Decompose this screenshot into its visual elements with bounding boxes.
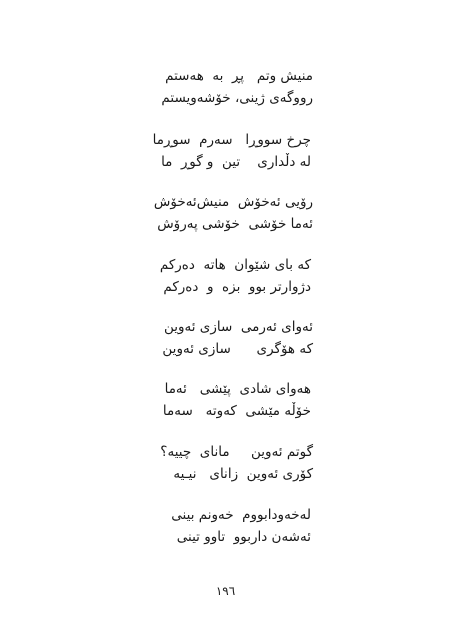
verse-line: خۆڵە مێشی کەوتە سەما <box>162 403 311 419</box>
verse-line: لە دڵداری تین و گوڕ ما <box>161 154 311 170</box>
verse-line: کە بای شێوان هاتە دەرکم <box>159 257 311 273</box>
verse-line: لەخەودابووم خەونم بینی <box>171 507 311 523</box>
verse-line: ئەما خۆشی خۆشی پەرۆش <box>157 216 313 232</box>
page-number: ١٩٦ <box>215 584 236 598</box>
verse-line: کە هۆگری سازی ئەوین <box>162 341 313 357</box>
verse-line: منیش وتم پڕ بە هەستم <box>165 68 313 84</box>
verse-line: کۆری ئەوین زانای نیـیە <box>173 466 313 482</box>
verse-line: چرخ سووڕا سەرم سوڕما <box>152 132 311 148</box>
verse-line: ئەشەن داربوو تاوو تینی <box>176 529 311 545</box>
verse-line: هەوای شادی پێشی ئەما <box>164 381 311 397</box>
verse-line: رووگەی ژینی، خۆشەویستم <box>161 90 313 106</box>
verse-line: رۆیی ئەخۆش منیش‌ئەخۆش <box>153 194 313 210</box>
verse-line: دژوارتر بوو بزە و دەرکم <box>163 279 311 295</box>
verse-line: گوتم ئەوین مانای چییە؟ <box>160 444 313 460</box>
verse-line: ئەوای ئەرمی سازی ئەوین <box>163 319 313 335</box>
